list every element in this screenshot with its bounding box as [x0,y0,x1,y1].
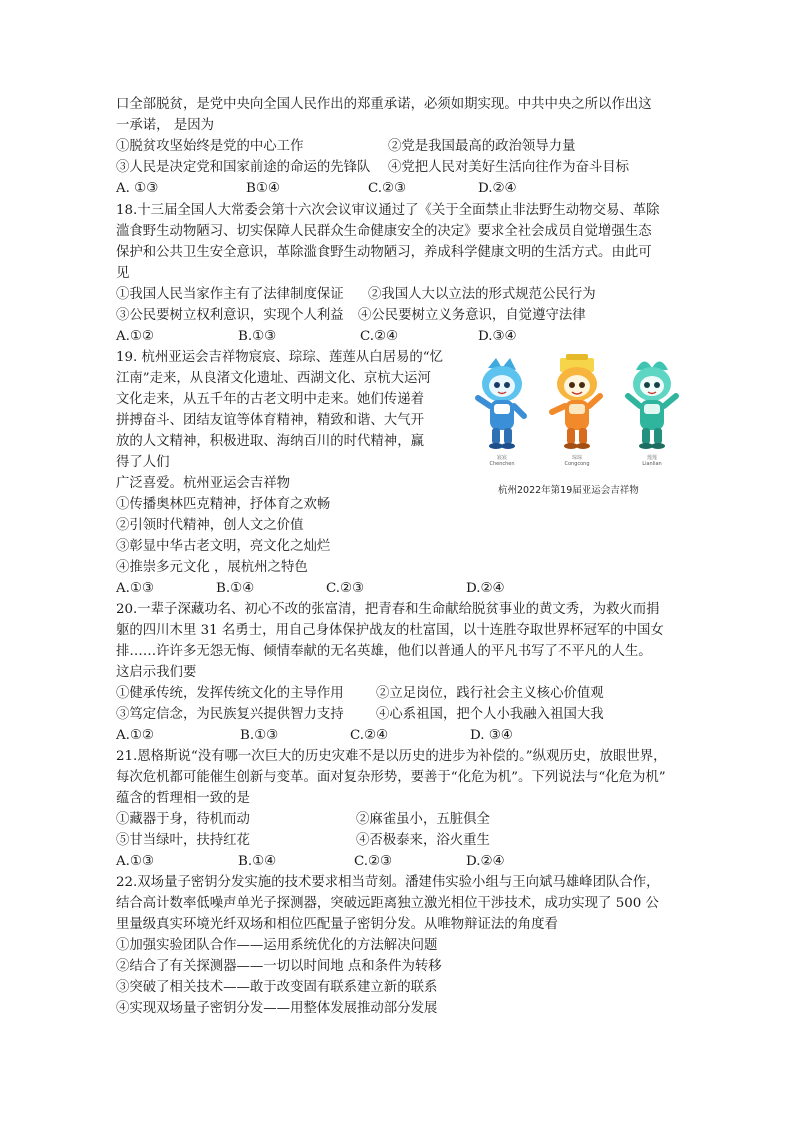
q20-option-a: A.①② [116,728,154,743]
q19-statement-2: ②引领时代精神，创人文之价值 [116,518,304,533]
q21-stem-line-2: 每次危机都可能催生创新与变革。面对复杂形势，要善于“化危为机”。下列说法与“化危为机” [116,770,666,785]
q21-option-b: B.①④ [238,854,277,869]
q19-option-c: C.②③ [326,581,365,596]
q22-statement-2: ②结合了有关探测器——一切以时间地 点和条件为转移 [116,959,442,974]
q21-statement-1: ①藏器于身，待机而动 [116,812,250,827]
q19-stem-line-5: 放的人文精神，积极进取、海纳百川的时代精神，赢 [116,434,424,449]
q18-statement-3: ③公民要树立权利意识，实现个人利益 [116,308,344,323]
mascot-1-name-cn: 宸宸 [496,455,507,461]
q20-stem-line-1: 20.一辈子深藏功名、初心不改的张富清，把青春和生命献给脱贫事业的黄文秀，为救火而捐 [116,602,660,617]
q22-statement-4: ④实现双场量子密钥分发——用整体发展推动部分发展 [116,1001,438,1016]
q20-option-b: B.①③ [240,728,279,743]
q17-option-d: D.②④ [478,181,517,196]
q20-statement-1: ①健承传统，发挥传统文化的主导作用 [116,686,344,701]
q18-option-a: A.①② [116,329,154,344]
mascot-3-name-en: Lianlian [642,461,662,467]
q18-stem-line-2: 滥食野生动物陋习、切实保障人民群众生命健康安全的决定》要求全社会成员自觉增强生态 [116,224,652,239]
q21-statement-4: ④否极泰来，浴火重生 [356,833,490,848]
q19-stem-line-7: 广泛喜爱。杭州亚运会吉祥物 [116,476,291,491]
q19-option-b: B.①④ [216,581,255,596]
q18-statement-2: ②我国人大以立法的形式规范公民行为 [368,287,596,302]
mascot-chenchen-image [478,358,524,449]
q19-option-d: D.②④ [466,581,505,596]
q19-option-a: A.①③ [116,581,154,596]
mascot-1-name-en: Chenchen [489,461,515,467]
q18-option-b: B.①③ [238,329,277,344]
q17-stem-line-2: 一承诺， 是因为 [116,118,214,133]
q19-statement-4: ④推崇多元文化 ，展杭州之特色 [116,560,308,575]
mascot-congcong-image [552,354,600,449]
mascot-lianlian-image [628,361,676,449]
q20-stem-line-3: 排……许许多无怨无悔、倾情奉献的无名英雄，他们以普通人的平凡书写了不平凡的人生。 [116,644,652,659]
q17-option-c: C.②③ [368,181,407,196]
q19-stem-line-6: 得了人们 [116,455,170,470]
q19-stem-line-4: 拼搏奋斗、团结友谊等体育精神，精致和谐、大气开 [116,413,424,428]
q19-statement-1: ①传播奥林匹克精神，抒体育之欢畅 [116,497,331,512]
q17-stem-line-1: 口全部脱贫，是党中央向全国人民作出的郑重承诺，必须如期实现。中共中央之所以作出这 [116,97,652,112]
q22-stem-line-3: 里量级真实环境光纤双场和相位匹配量子密钥分发。从唯物辩证法的角度看 [116,917,558,932]
mascot-figure [466,354,692,498]
mascot-2-name-cn: 琮琮 [571,455,582,461]
q22-stem-line-1: 22.双场量子密钥分发实施的技术要求相当苛刻。潘建伟实验小组与王向斌马雄峰团队合作， [116,875,660,890]
q18-stem-line-4: 见 [116,266,130,281]
q21-option-c: C.②③ [354,854,393,869]
q18-option-d: D.③④ [478,329,517,344]
q20-statement-2: ②立足岗位，践行社会主义核心价值观 [376,686,604,701]
q18-statement-1: ①我国人民当家作主有了法律制度保证 [116,287,344,302]
q19-stem-line-2: 江南”走来，从良渚文化遗址、西湖文化、京杭大运河 [116,371,431,386]
mascot-2-name-en: Congcong [564,461,590,467]
q21-stem-line-1: 21.恩格斯说“没有哪一次巨大的历史灾难不是以历史的进步为补偿的。”纵观历史，放眼世界， [116,749,667,764]
q18-stem-line-1: 18.十三届全国人大常委会第十六次会议审议通过了《关于全面禁止非法野生动物交易、革除 [116,203,660,218]
q20-stem-line-4: 这启示我们要 [116,665,197,680]
mascot-3-name-cn: 莲莲 [646,455,657,461]
q21-statement-2: ②麻雀虽小，五脏俱全 [356,812,490,827]
q17-statement-3: ③人民是决定党和国家前途的命运的先锋队 [116,160,371,175]
q21-option-a: A.①③ [116,854,154,869]
q21-option-d: D.②④ [466,854,505,869]
q17-statement-4: ④党把人民对美好生活向往作为奋斗目标 [388,160,630,175]
q22-stem-line-2: 结合高计数率低噪声单光子探测器，突破远距离独立激光相位干涉技术，成功实现了 500 公 [116,896,659,911]
q18-option-c: C.②④ [360,329,399,344]
mascot-caption: 杭州2022年第19届亚运会吉祥物 [498,485,639,496]
q19-stem-line-3: 文化走来，从五千年的古老文明中走来。她们传递着 [116,392,424,407]
q19-stem-line-1: 19. 杭州亚运会吉祥物宸宸、琮琮、莲莲从白居易的“忆 [116,350,443,365]
q20-stem-line-2: 躯的四川木里 31 名勇士，用自己身体保护战友的杜富国，以十连胜夺取世界杯冠军的中国女 [116,623,664,638]
q20-statement-3: ③笃定信念，为民族复兴提供智力支持 [116,707,344,722]
q18-statement-4: ④公民要树立义务意识，自觉遵守法律 [358,308,586,323]
q17-statement-1: ①脱贫攻坚始终是党的中心工作 [116,139,304,154]
q17-option-b: B①④ [246,181,280,196]
q17-option-a: A. ①③ [116,181,159,196]
q20-option-c: C.②④ [350,728,389,743]
q21-stem-line-3: 蕴含的哲理相一致的是 [116,791,250,806]
q22-statement-1: ①加强实验团队合作——运用系统优化的方法解决问题 [116,938,438,953]
q22-statement-3: ③突破了相关技术——敢于改变固有联系建立新的联系 [116,980,438,995]
q18-stem-line-3: 保护和公共卫生安全意识，革除滥食野生动物陋习，养成科学健康文明的生活方式。由此可 [116,245,652,260]
q21-statement-3: ⑤甘当绿叶，扶持红花 [116,833,250,848]
q20-option-d: D. ③④ [470,728,513,743]
q19-statement-3: ③彰显中华古老文明，亮文化之灿烂 [116,539,331,554]
q20-statement-4: ④心系祖国，把个人小我融入祖国大我 [376,707,604,722]
q17-statement-2: ②党是我国最高的政治领导力量 [388,139,576,154]
